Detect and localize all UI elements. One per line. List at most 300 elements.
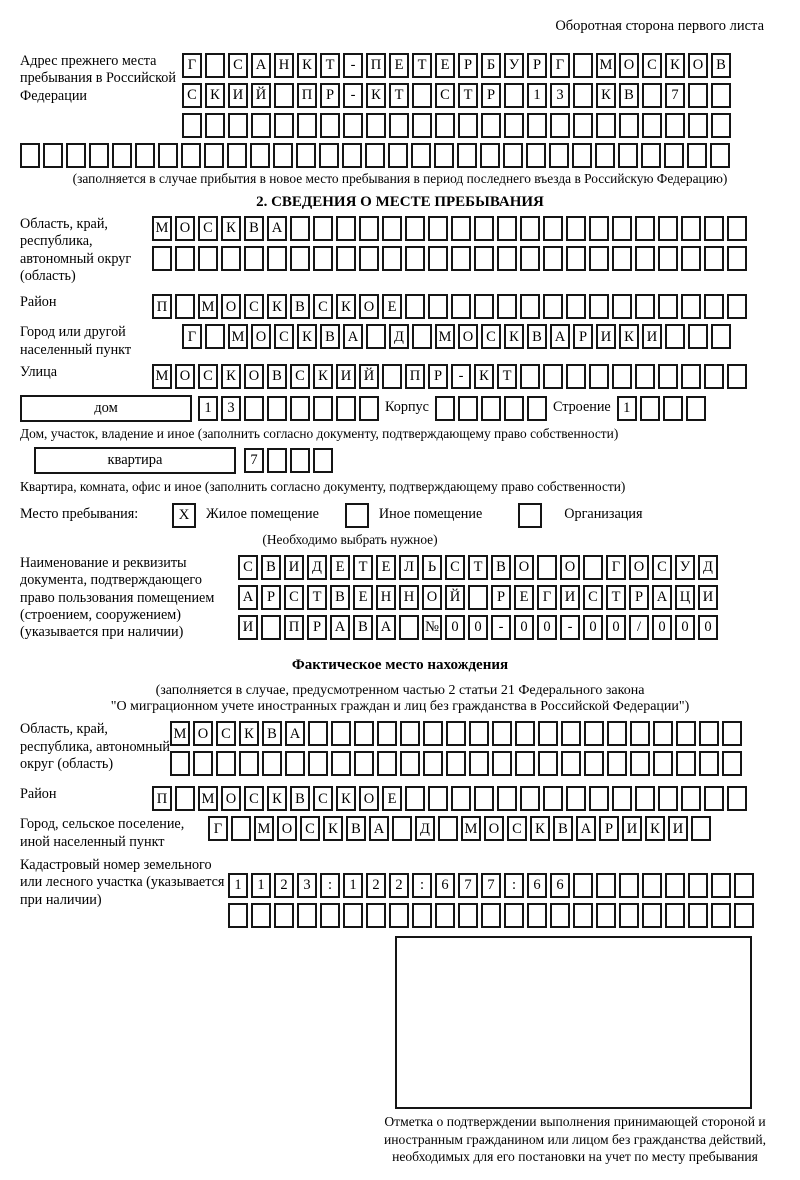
char-cell[interactable] — [520, 246, 540, 271]
char-cell[interactable] — [412, 324, 432, 349]
char-cell[interactable] — [663, 396, 683, 421]
char-cell[interactable]: К — [336, 786, 356, 811]
char-cell[interactable]: С — [507, 816, 527, 841]
char-cell[interactable] — [267, 396, 287, 421]
char-cell[interactable] — [727, 294, 747, 319]
char-cell[interactable] — [526, 143, 546, 168]
char-cell[interactable] — [428, 294, 448, 319]
char-cell[interactable]: В — [353, 615, 373, 640]
char-cell[interactable] — [308, 721, 328, 746]
char-cell[interactable] — [221, 246, 241, 271]
char-cell[interactable] — [497, 786, 517, 811]
char-cell[interactable]: А — [576, 816, 596, 841]
char-cell[interactable] — [527, 903, 547, 928]
char-cell[interactable]: С — [182, 83, 202, 108]
char-cell[interactable]: В — [261, 555, 281, 580]
char-cell[interactable]: А — [267, 216, 287, 241]
char-cell[interactable]: А — [330, 615, 350, 640]
char-cell[interactable] — [543, 216, 563, 241]
char-cell[interactable] — [658, 246, 678, 271]
char-cell[interactable]: Е — [382, 294, 402, 319]
char-cell[interactable] — [642, 113, 662, 138]
char-cell[interactable] — [446, 751, 466, 776]
char-cell[interactable] — [389, 903, 409, 928]
char-cell[interactable] — [640, 396, 660, 421]
char-cell[interactable]: В — [330, 585, 350, 610]
char-cell[interactable] — [481, 113, 501, 138]
char-cell[interactable] — [227, 143, 247, 168]
char-cell[interactable] — [688, 903, 708, 928]
char-cell[interactable]: О — [221, 786, 241, 811]
char-cell[interactable] — [267, 448, 287, 473]
char-cell[interactable] — [527, 396, 547, 421]
char-cell[interactable]: С — [642, 53, 662, 78]
char-cell[interactable] — [382, 246, 402, 271]
char-cell[interactable]: С — [583, 585, 603, 610]
char-cell[interactable] — [170, 751, 190, 776]
char-cell[interactable]: - — [451, 364, 471, 389]
char-cell[interactable]: О — [619, 53, 639, 78]
char-cell[interactable] — [480, 143, 500, 168]
char-cell[interactable]: - — [491, 615, 511, 640]
char-cell[interactable] — [607, 721, 627, 746]
char-cell[interactable] — [676, 721, 696, 746]
char-cell[interactable] — [630, 721, 650, 746]
char-cell[interactable] — [451, 216, 471, 241]
char-cell[interactable]: Т — [468, 555, 488, 580]
char-cell[interactable] — [635, 294, 655, 319]
char-cell[interactable] — [704, 786, 724, 811]
char-cell[interactable] — [405, 786, 425, 811]
char-cell[interactable] — [262, 751, 282, 776]
char-cell[interactable]: П — [152, 786, 172, 811]
char-cell[interactable] — [274, 903, 294, 928]
char-cell[interactable] — [228, 903, 248, 928]
char-cell[interactable] — [527, 113, 547, 138]
char-cell[interactable] — [182, 113, 202, 138]
char-cell[interactable] — [711, 113, 731, 138]
char-cell[interactable]: П — [297, 83, 317, 108]
char-cell[interactable] — [573, 903, 593, 928]
char-cell[interactable] — [388, 143, 408, 168]
char-cell[interactable]: И — [336, 364, 356, 389]
char-cell[interactable]: С — [445, 555, 465, 580]
char-cell[interactable]: Р — [320, 83, 340, 108]
char-cell[interactable]: 2 — [366, 873, 386, 898]
char-cell[interactable] — [458, 396, 478, 421]
char-cell[interactable] — [405, 294, 425, 319]
char-cell[interactable]: Е — [376, 555, 396, 580]
char-cell[interactable] — [699, 751, 719, 776]
char-cell[interactable]: С — [244, 294, 264, 319]
char-cell[interactable]: К — [530, 816, 550, 841]
char-cell[interactable] — [704, 246, 724, 271]
char-cell[interactable] — [400, 721, 420, 746]
char-cell[interactable] — [589, 364, 609, 389]
char-cell[interactable] — [175, 246, 195, 271]
char-cell[interactable] — [366, 113, 386, 138]
char-cell[interactable] — [504, 83, 524, 108]
char-cell[interactable]: К — [297, 53, 317, 78]
char-cell[interactable] — [711, 903, 731, 928]
char-cell[interactable] — [686, 396, 706, 421]
char-cell[interactable] — [308, 751, 328, 776]
char-cell[interactable] — [112, 143, 132, 168]
char-cell[interactable]: 0 — [606, 615, 626, 640]
char-cell[interactable]: П — [152, 294, 172, 319]
char-cell[interactable]: М — [435, 324, 455, 349]
char-cell[interactable]: 2 — [274, 873, 294, 898]
char-cell[interactable] — [589, 294, 609, 319]
char-cell[interactable] — [382, 364, 402, 389]
char-cell[interactable]: Й — [359, 364, 379, 389]
char-cell[interactable] — [481, 396, 501, 421]
char-cell[interactable] — [228, 113, 248, 138]
char-cell[interactable] — [573, 113, 593, 138]
char-cell[interactable]: И — [596, 324, 616, 349]
char-cell[interactable]: К — [504, 324, 524, 349]
char-cell[interactable]: О — [484, 816, 504, 841]
char-cell[interactable]: Т — [606, 585, 626, 610]
char-cell[interactable] — [589, 216, 609, 241]
apartment-box[interactable]: квартира — [34, 447, 236, 474]
char-cell[interactable] — [331, 751, 351, 776]
char-cell[interactable] — [658, 294, 678, 319]
char-cell[interactable] — [438, 816, 458, 841]
char-cell[interactable] — [267, 246, 287, 271]
char-cell[interactable] — [175, 294, 195, 319]
char-cell[interactable] — [411, 143, 431, 168]
char-cell[interactable] — [561, 721, 581, 746]
char-cell[interactable]: С — [290, 364, 310, 389]
char-cell[interactable]: О — [359, 294, 379, 319]
char-cell[interactable] — [423, 721, 443, 746]
char-cell[interactable]: К — [645, 816, 665, 841]
char-cell[interactable]: Е — [389, 53, 409, 78]
char-cell[interactable]: К — [596, 83, 616, 108]
char-cell[interactable] — [691, 816, 711, 841]
char-cell[interactable] — [596, 903, 616, 928]
stay-type-checkbox-other-premises[interactable] — [345, 503, 369, 528]
char-cell[interactable] — [342, 143, 362, 168]
char-cell[interactable] — [204, 143, 224, 168]
char-cell[interactable] — [205, 324, 225, 349]
char-cell[interactable]: - — [343, 53, 363, 78]
char-cell[interactable]: М — [152, 364, 172, 389]
char-cell[interactable]: К — [313, 364, 333, 389]
char-cell[interactable]: Р — [629, 585, 649, 610]
char-cell[interactable] — [503, 143, 523, 168]
char-cell[interactable]: С — [481, 324, 501, 349]
char-cell[interactable]: Й — [251, 83, 271, 108]
char-cell[interactable] — [313, 448, 333, 473]
char-cell[interactable]: В — [320, 324, 340, 349]
char-cell[interactable]: 6 — [435, 873, 455, 898]
char-cell[interactable]: У — [675, 555, 695, 580]
char-cell[interactable] — [642, 873, 662, 898]
char-cell[interactable]: Р — [307, 615, 327, 640]
char-cell[interactable] — [573, 53, 593, 78]
char-cell[interactable] — [435, 113, 455, 138]
char-cell[interactable] — [451, 246, 471, 271]
char-cell[interactable] — [382, 216, 402, 241]
char-cell[interactable]: Т — [320, 53, 340, 78]
char-cell[interactable]: 0 — [675, 615, 695, 640]
char-cell[interactable]: Р — [491, 585, 511, 610]
char-cell[interactable] — [175, 786, 195, 811]
char-cell[interactable]: 0 — [698, 615, 718, 640]
char-cell[interactable] — [504, 113, 524, 138]
char-cell[interactable] — [377, 721, 397, 746]
char-cell[interactable]: А — [369, 816, 389, 841]
stay-type-checkbox-residential[interactable]: X — [172, 503, 196, 528]
char-cell[interactable] — [497, 294, 517, 319]
char-cell[interactable]: С — [198, 364, 218, 389]
char-cell[interactable]: К — [336, 294, 356, 319]
char-cell[interactable]: К — [297, 324, 317, 349]
char-cell[interactable] — [389, 113, 409, 138]
char-cell[interactable]: 3 — [550, 83, 570, 108]
char-cell[interactable] — [711, 873, 731, 898]
char-cell[interactable]: П — [366, 53, 386, 78]
char-cell[interactable]: 0 — [537, 615, 557, 640]
char-cell[interactable]: В — [262, 721, 282, 746]
char-cell[interactable] — [354, 721, 374, 746]
char-cell[interactable] — [290, 448, 310, 473]
char-cell[interactable] — [89, 143, 109, 168]
char-cell[interactable] — [366, 324, 386, 349]
char-cell[interactable] — [550, 113, 570, 138]
char-cell[interactable]: 0 — [445, 615, 465, 640]
char-cell[interactable]: / — [629, 615, 649, 640]
char-cell[interactable]: Р — [599, 816, 619, 841]
char-cell[interactable] — [543, 786, 563, 811]
char-cell[interactable] — [261, 615, 281, 640]
char-cell[interactable] — [158, 143, 178, 168]
char-cell[interactable]: Р — [481, 83, 501, 108]
char-cell[interactable] — [354, 751, 374, 776]
char-cell[interactable]: К — [619, 324, 639, 349]
char-cell[interactable]: Р — [261, 585, 281, 610]
char-cell[interactable] — [520, 294, 540, 319]
char-cell[interactable]: В — [711, 53, 731, 78]
char-cell[interactable]: В — [553, 816, 573, 841]
char-cell[interactable] — [635, 786, 655, 811]
char-cell[interactable] — [676, 751, 696, 776]
char-cell[interactable]: № — [422, 615, 442, 640]
char-cell[interactable]: О — [458, 324, 478, 349]
char-cell[interactable] — [205, 113, 225, 138]
char-cell[interactable]: 7 — [458, 873, 478, 898]
char-cell[interactable] — [319, 143, 339, 168]
stay-type-checkbox-organization[interactable] — [518, 503, 542, 528]
char-cell[interactable]: В — [491, 555, 511, 580]
char-cell[interactable] — [313, 396, 333, 421]
char-cell[interactable]: О — [193, 721, 213, 746]
char-cell[interactable]: К — [267, 786, 287, 811]
char-cell[interactable] — [296, 143, 316, 168]
char-cell[interactable]: 1 — [343, 873, 363, 898]
char-cell[interactable] — [520, 786, 540, 811]
char-cell[interactable] — [474, 246, 494, 271]
char-cell[interactable] — [468, 585, 488, 610]
char-cell[interactable] — [520, 216, 540, 241]
char-cell[interactable]: Н — [274, 53, 294, 78]
char-cell[interactable] — [727, 246, 747, 271]
char-cell[interactable] — [428, 216, 448, 241]
char-cell[interactable] — [435, 396, 455, 421]
char-cell[interactable]: Е — [353, 585, 373, 610]
char-cell[interactable] — [561, 751, 581, 776]
char-cell[interactable] — [274, 83, 294, 108]
char-cell[interactable] — [290, 216, 310, 241]
char-cell[interactable]: В — [346, 816, 366, 841]
char-cell[interactable] — [274, 113, 294, 138]
char-cell[interactable]: А — [343, 324, 363, 349]
char-cell[interactable]: Т — [353, 555, 373, 580]
char-cell[interactable] — [612, 364, 632, 389]
char-cell[interactable]: О — [277, 816, 297, 841]
char-cell[interactable] — [642, 83, 662, 108]
char-cell[interactable] — [244, 396, 264, 421]
char-cell[interactable]: С — [216, 721, 236, 746]
char-cell[interactable] — [688, 83, 708, 108]
char-cell[interactable] — [619, 873, 639, 898]
char-cell[interactable] — [320, 113, 340, 138]
char-cell[interactable] — [658, 786, 678, 811]
char-cell[interactable]: М — [254, 816, 274, 841]
char-cell[interactable] — [343, 903, 363, 928]
char-cell[interactable] — [618, 143, 638, 168]
char-cell[interactable]: Г — [606, 555, 626, 580]
char-cell[interactable]: Б — [481, 53, 501, 78]
char-cell[interactable] — [612, 786, 632, 811]
char-cell[interactable] — [458, 113, 478, 138]
char-cell[interactable]: А — [285, 721, 305, 746]
char-cell[interactable]: Т — [389, 83, 409, 108]
char-cell[interactable]: Д — [389, 324, 409, 349]
char-cell[interactable]: 7 — [665, 83, 685, 108]
char-cell[interactable] — [193, 751, 213, 776]
char-cell[interactable] — [313, 216, 333, 241]
char-cell[interactable] — [727, 364, 747, 389]
char-cell[interactable]: И — [560, 585, 580, 610]
char-cell[interactable] — [331, 721, 351, 746]
char-cell[interactable] — [727, 216, 747, 241]
char-cell[interactable]: Р — [573, 324, 593, 349]
char-cell[interactable] — [699, 721, 719, 746]
char-cell[interactable] — [198, 246, 218, 271]
char-cell[interactable] — [216, 751, 236, 776]
char-cell[interactable] — [469, 751, 489, 776]
char-cell[interactable] — [481, 903, 501, 928]
char-cell[interactable] — [584, 751, 604, 776]
char-cell[interactable] — [612, 246, 632, 271]
char-cell[interactable]: С — [228, 53, 248, 78]
char-cell[interactable]: 0 — [468, 615, 488, 640]
char-cell[interactable]: Т — [412, 53, 432, 78]
char-cell[interactable] — [458, 903, 478, 928]
char-cell[interactable] — [727, 786, 747, 811]
char-cell[interactable]: К — [474, 364, 494, 389]
char-cell[interactable] — [538, 721, 558, 746]
char-cell[interactable] — [474, 786, 494, 811]
char-cell[interactable]: В — [290, 294, 310, 319]
char-cell[interactable]: Е — [330, 555, 350, 580]
char-cell[interactable] — [549, 143, 569, 168]
char-cell[interactable] — [704, 364, 724, 389]
char-cell[interactable] — [704, 294, 724, 319]
char-cell[interactable]: И — [668, 816, 688, 841]
char-cell[interactable] — [550, 903, 570, 928]
char-cell[interactable]: 1 — [251, 873, 271, 898]
char-cell[interactable] — [423, 751, 443, 776]
char-cell[interactable]: С — [238, 555, 258, 580]
char-cell[interactable]: О — [175, 216, 195, 241]
char-cell[interactable] — [336, 246, 356, 271]
char-cell[interactable] — [566, 364, 586, 389]
char-cell[interactable]: 1 — [617, 396, 637, 421]
char-cell[interactable] — [543, 294, 563, 319]
char-cell[interactable]: М — [461, 816, 481, 841]
char-cell[interactable] — [734, 903, 754, 928]
char-cell[interactable] — [515, 721, 535, 746]
char-cell[interactable] — [681, 246, 701, 271]
char-cell[interactable]: Т — [458, 83, 478, 108]
char-cell[interactable]: 6 — [527, 873, 547, 898]
char-cell[interactable] — [412, 903, 432, 928]
char-cell[interactable] — [681, 364, 701, 389]
char-cell[interactable]: 7 — [481, 873, 501, 898]
char-cell[interactable] — [566, 786, 586, 811]
char-cell[interactable]: Д — [698, 555, 718, 580]
char-cell[interactable] — [722, 721, 742, 746]
char-cell[interactable] — [336, 396, 356, 421]
char-cell[interactable]: М — [228, 324, 248, 349]
char-cell[interactable] — [711, 83, 731, 108]
char-cell[interactable] — [607, 751, 627, 776]
char-cell[interactable] — [688, 113, 708, 138]
char-cell[interactable]: Г — [182, 324, 202, 349]
char-cell[interactable]: 6 — [550, 873, 570, 898]
char-cell[interactable]: И — [622, 816, 642, 841]
char-cell[interactable] — [665, 113, 685, 138]
char-cell[interactable] — [573, 873, 593, 898]
char-cell[interactable]: Ь — [422, 555, 442, 580]
char-cell[interactable] — [412, 83, 432, 108]
char-cell[interactable] — [446, 721, 466, 746]
char-cell[interactable]: М — [170, 721, 190, 746]
char-cell[interactable]: С — [435, 83, 455, 108]
char-cell[interactable]: К — [221, 216, 241, 241]
char-cell[interactable]: М — [198, 786, 218, 811]
char-cell[interactable] — [181, 143, 201, 168]
char-cell[interactable]: И — [228, 83, 248, 108]
char-cell[interactable] — [313, 246, 333, 271]
char-cell[interactable]: О — [514, 555, 534, 580]
char-cell[interactable]: Р — [428, 364, 448, 389]
char-cell[interactable]: У — [504, 53, 524, 78]
char-cell[interactable] — [244, 246, 264, 271]
char-cell[interactable]: - — [560, 615, 580, 640]
char-cell[interactable]: М — [596, 53, 616, 78]
char-cell[interactable] — [435, 903, 455, 928]
char-cell[interactable] — [635, 246, 655, 271]
char-cell[interactable] — [635, 216, 655, 241]
char-cell[interactable] — [392, 816, 412, 841]
char-cell[interactable]: : — [320, 873, 340, 898]
char-cell[interactable] — [619, 113, 639, 138]
